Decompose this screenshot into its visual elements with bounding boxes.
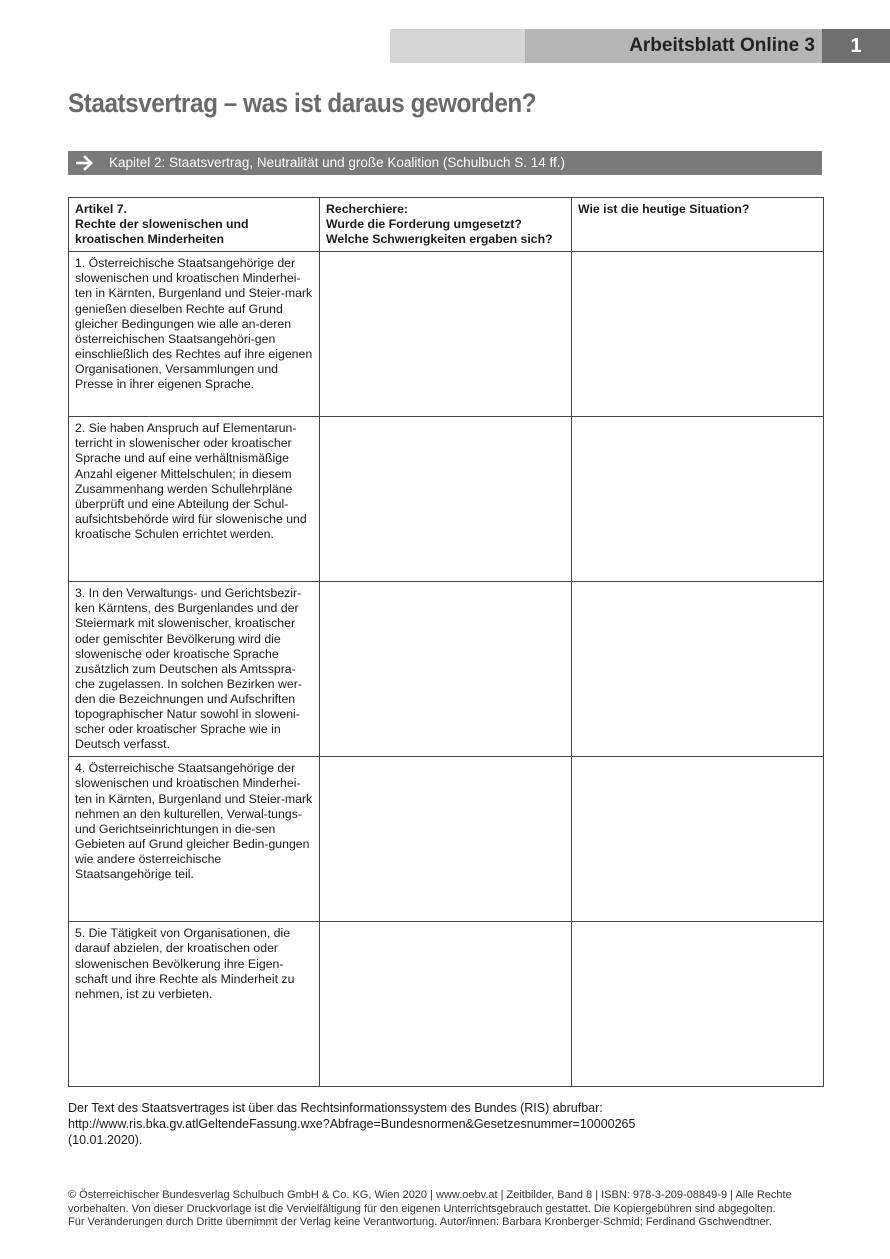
source-note-text: Der Text des Staatsvertrages ist über das Rechtsinformationssystem des Bundes (RIS) abrufbar: [68, 1101, 603, 1115]
worksheet-table [68, 197, 824, 1087]
situation-answer-cell[interactable] [572, 582, 824, 757]
research-answer-cell[interactable] [320, 757, 572, 922]
arrow-right-icon [76, 155, 94, 171]
article-cell: 2. Sie haben Anspruch auf Elementarun-terricht in slowenischer oder kroatischer Sprache und auf eine verhältnismäßige Anzahl eigener Mittelschulen; in diesem Zusammenhang werden Schullehrpläne überprüft und eine Abteilung der Schul-aufsichtsbehörde wird für slowenische und kroatische Schulen errichtet werden. [69, 417, 320, 582]
footer-line: Für Veränderungen durch Dritte übernimmt der Verlag keine Verantwortung. Autor/innen: Barbara Kronberger-Schmid; Ferdinand Gschwendtner. [68, 1216, 772, 1228]
research-answer-cell[interactable] [320, 582, 572, 757]
worksheet-header-bar [390, 29, 890, 63]
chapter-banner [68, 151, 822, 175]
table-row [69, 582, 824, 757]
table-row [69, 757, 824, 922]
article-cell: 1. Österreichische Staatsangehörige der slowenischen und kroatischen Minderhei-ten in Kärnten, Burgenland und Steier-mark genießen dieselben Rechte auf Grund gleicher Bedingungen wie alle an-deren österreichischen Staatsangehöri-gen einschließlich des Rechtes auf ihre eigenen Organisationen, Versammlungen und Presse in ihrer eigenen Sprache. [69, 252, 320, 417]
situation-answer-cell[interactable] [572, 922, 824, 1087]
situation-answer-cell[interactable] [572, 757, 824, 922]
article-cell: 4. Österreichische Staatsangehörige der slowenischen und kroatischen Minderhei-ten in Kärnten, Burgenland und Steier-mark nehmen an den kulturellen, Verwal-tungs- und Gerichtseinrichtungen in die-sen Gebieten auf Grund gleicher Bedin-gungen wie andere österreichische Staatsangehörige teil. [69, 757, 320, 922]
header-article-line: Artikel 7. [75, 202, 127, 216]
research-answer-cell[interactable] [320, 252, 572, 417]
source-date: (10.01.2020). [68, 1133, 143, 1147]
header-article-line: kroatischen Minderheiten [75, 232, 224, 247]
page-number: 1 [822, 29, 890, 63]
table-row [69, 252, 824, 417]
header-article-line: Rechte der slowenischen und [75, 217, 249, 232]
page-title: Staatsvertrag – was ist daraus geworden? [68, 88, 537, 118]
footer-line: © Österreichischer Bundesverlag Schulbuch GmbH & Co. KG, Wien 2020 | www.oebv.at | Zeitbilder, Band 8 | ISBN: 978-3-209-08849-9 | Alle Rechte [68, 1189, 792, 1201]
worksheet-label: Arbeitsblatt Online 3 [629, 35, 815, 56]
header-bar-light-segment [390, 29, 525, 63]
table-header-row [69, 198, 824, 252]
research-answer-cell[interactable] [320, 922, 572, 1087]
header-current-situation [572, 198, 824, 252]
source-url-link[interactable]: http://www.ris.bka.gv.atlGeltendeFassung.wxe?Abfrage=Bundesnormen&Gesetzesnummer=10000265 [68, 1117, 636, 1131]
research-answer-cell[interactable] [320, 417, 572, 582]
article-cell: 5. Die Tätigkeit von Organisationen, die darauf abzielen, der kroatischen oder slowenischen Bevölkerung ihre Eigen-schaft und ihre Rechte als Minderheit zu nehmen, ist zu verbieten. [69, 922, 320, 1087]
header-research-line: Wurde die Forderung umgesetzt? [326, 217, 522, 232]
situation-answer-cell[interactable] [572, 417, 824, 582]
footer-line: vorbehalten. Von dieser Druckvorlage ist die Vervielfältigung für den eigenen Unterrichtsgebrauch gestattet. Die Kopiergebühren sind abgegolten. [68, 1202, 776, 1215]
header-research-line: Recherchiere: [326, 202, 409, 216]
chapter-text: Kapitel 2: Staatsvertrag, Neutralität und große Koalition (Schulbuch S. 14 ff.) [109, 155, 566, 170]
copyright-footer [68, 1189, 828, 1230]
header-research [320, 198, 572, 252]
table-row [69, 922, 824, 1087]
header-situation-line: Wie ist die heutige Situation? [578, 202, 750, 216]
source-note [68, 1100, 828, 1148]
article-cell: 3. In den Verwaltungs- und Gerichtsbezir-ken Kärntens, des Burgenlandes und der Steiermark mit slowenischer, kroatischer oder gemischter Bevölkerung wird die slowenische oder kroatische Sprache zusätzlich zum Deutschen als Amtsspra-che zugelassen. In solchen Bezirken wer-den die Bezeichnungen und Aufschriften topographischer Natur sowohl in sloweni-scher oder kroatischer Sprache wie in Deutsch verfasst. [69, 582, 320, 757]
situation-answer-cell[interactable] [572, 252, 824, 417]
table-row [69, 417, 824, 582]
header-research-line: Welche Schwıerıgkeiten ergaben sich? [326, 232, 553, 247]
header-article [69, 198, 320, 252]
